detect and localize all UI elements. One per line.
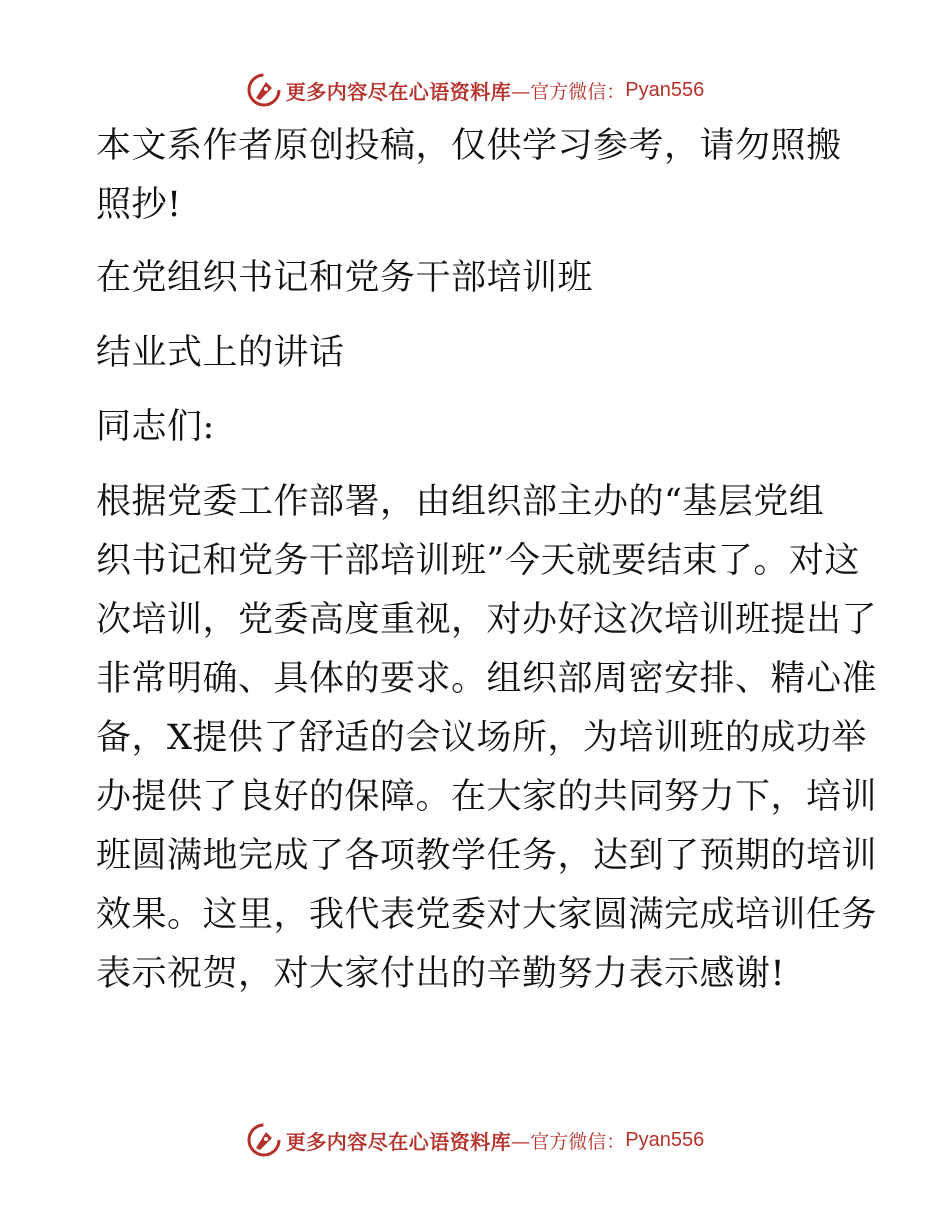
body-line: 次培训，党委高度重视，对办好这次培训班提出了 bbox=[96, 600, 878, 640]
body-line: 根据党委工作部署，由组织部主办的“基层党组 bbox=[96, 482, 825, 522]
body-line: 办提供了良好的保障。在大家的共同努力下，培训 bbox=[96, 777, 878, 817]
pen-nib-logo-icon bbox=[246, 1122, 282, 1158]
salutation: 同志们: bbox=[96, 407, 215, 447]
pen-nib-logo-icon bbox=[246, 72, 282, 108]
notice-line-1: 本文系作者原创投稿，仅供学习参考，请勿照搬 bbox=[96, 126, 842, 166]
body-line: 表示祝贺，对大家付出的辛勤努力表示感谢! bbox=[96, 954, 786, 994]
banner-main-text: 更多内容尽在心语资料库 bbox=[285, 1129, 512, 1154]
footer-banner bbox=[0, 1120, 950, 1160]
body-line: 班圆满地完成了各项教学任务，达到了预期的培训 bbox=[96, 836, 878, 876]
banner-main-text: 更多内容尽在心语资料库 bbox=[285, 79, 512, 104]
body-line: 非常明确、具体的要求。组织部周密安排、精心准 bbox=[96, 659, 878, 699]
banner-sub-text: —官方微信： bbox=[511, 80, 626, 103]
banner-sub-text: —官方微信： bbox=[511, 1130, 626, 1153]
title-line-2: 结业式上的讲话 bbox=[96, 333, 345, 373]
banner-wechat-id: Pyan556 bbox=[625, 78, 705, 101]
notice-line-2: 照抄! bbox=[96, 185, 182, 225]
banner-wechat-id: Pyan556 bbox=[625, 1128, 705, 1151]
body-line: 备，X提供了舒适的会议场所，为培训班的成功举 bbox=[96, 718, 867, 758]
body-line: 织书记和党务干部培训班”今天就要结束了。对这 bbox=[96, 541, 860, 581]
title-line-1: 在党组织书记和党务干部培训班 bbox=[96, 258, 594, 298]
body-line: 效果。这里，我代表党委对大家圆满完成培训任务 bbox=[96, 895, 878, 935]
header-banner bbox=[0, 70, 950, 110]
